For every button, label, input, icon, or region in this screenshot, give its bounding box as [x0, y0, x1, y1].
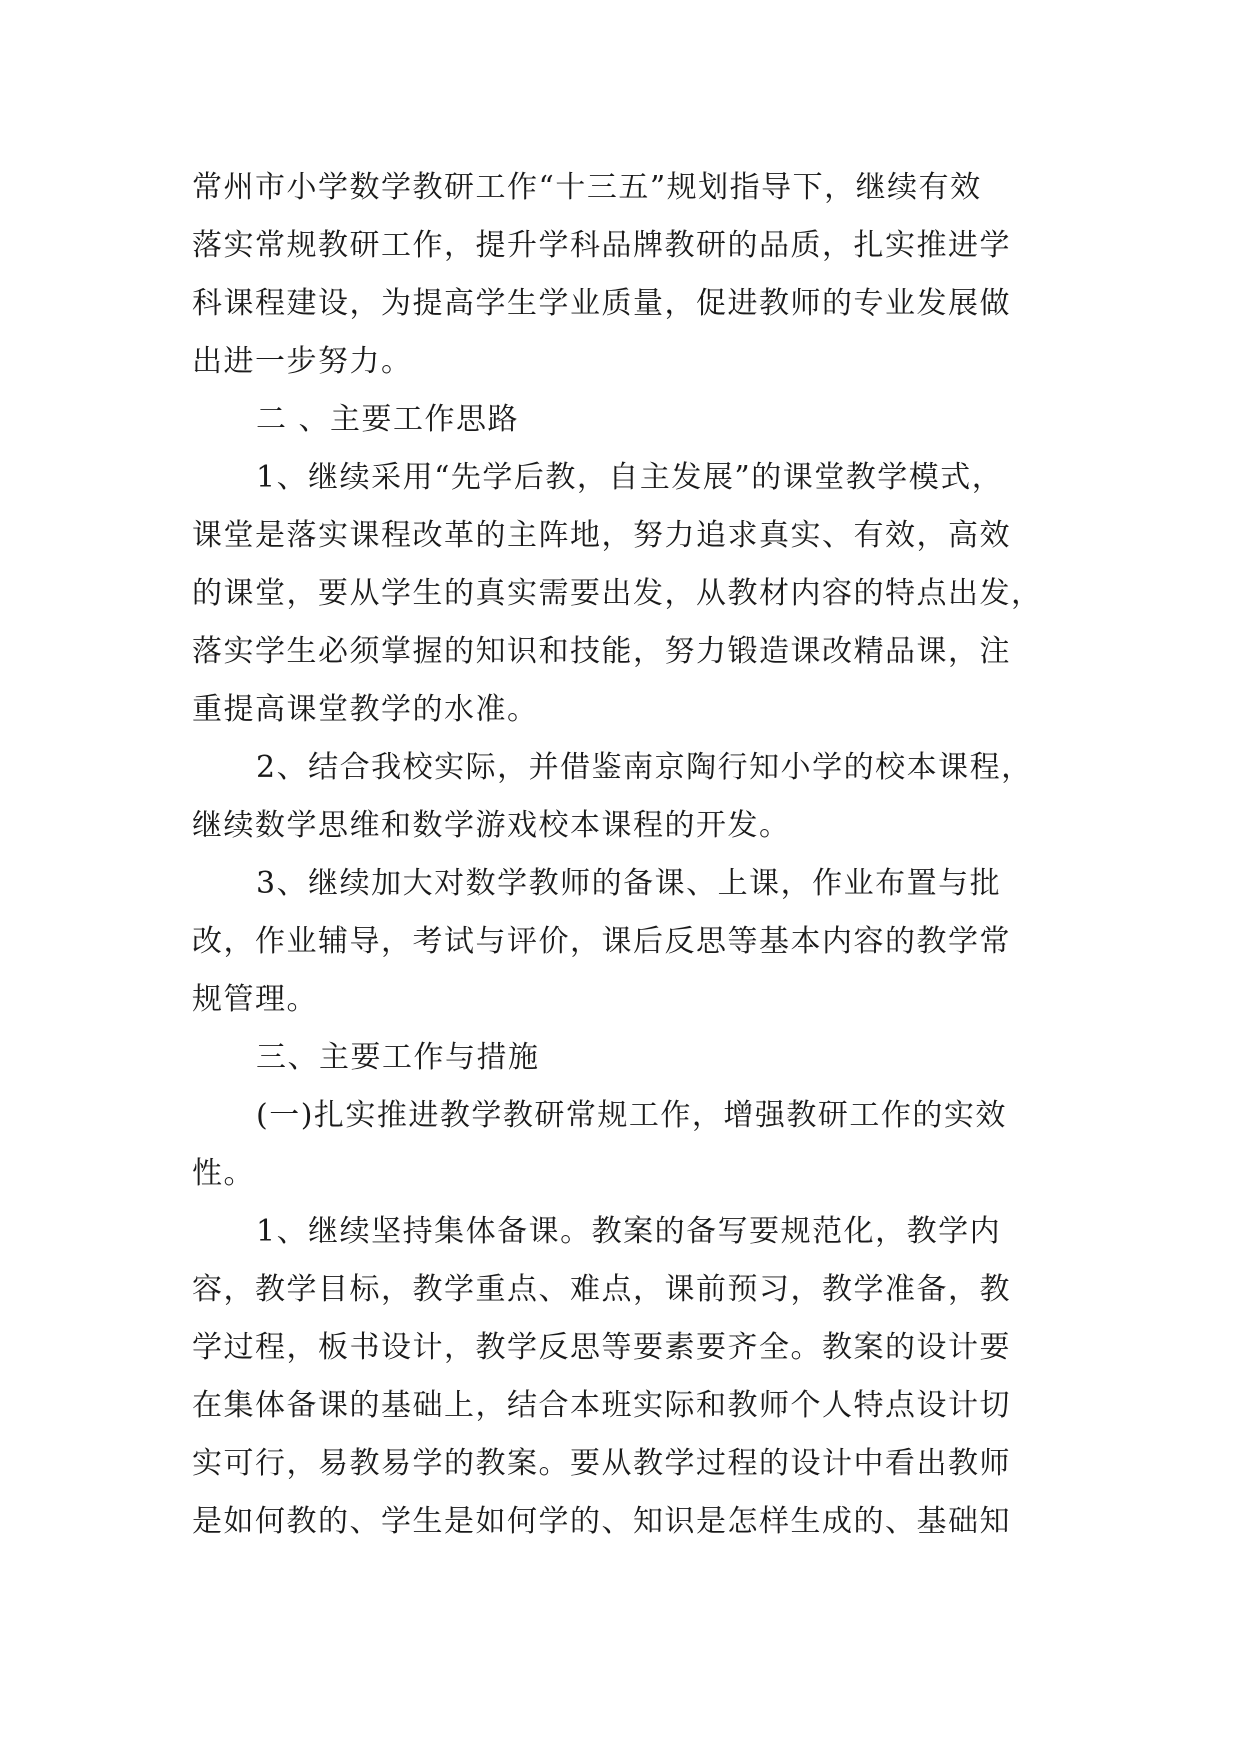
subsection-heading: (一)扎实推进教学教研常规工作，增强教研工作的实效 — [256, 1098, 1007, 1133]
text-line: 性。 — [192, 1156, 255, 1191]
text-line: 3、继续加大对数学教师的备课、上课，作业布置与批 — [256, 866, 1002, 901]
text-line: 2、结合我校实际，并借鉴南京陶行知小学的校本课程， — [256, 750, 1033, 785]
text-line: 继续数学思维和数学游戏校本课程的开发。 — [192, 808, 791, 843]
text-line: 的课堂，要从学生的真实需要出发，从教材内容的特点出发， — [192, 576, 1043, 611]
text-line: 学过程，板书设计，教学反思等要素要齐全。教案的设计要 — [192, 1330, 1011, 1365]
text-line: 容，教学目标，教学重点、难点，课前预习，教学准备，教 — [192, 1272, 1011, 1307]
text-line: 是如何教的、学生是如何学的、知识是怎样生成的、基础知 — [192, 1504, 1011, 1539]
text-line: 课堂是落实课程改革的主阵地，努力追求真实、有效，高效 — [192, 518, 1011, 553]
text-line: 出进一步努力。 — [192, 344, 413, 379]
text-line: 1、继续采用“先学后教，自主发展”的课堂教学模式， — [256, 460, 1004, 495]
text-line: 重提高课堂教学的水准。 — [192, 692, 539, 727]
text-line: 规管理。 — [192, 982, 318, 1017]
text-line: 在集体备课的基础上，结合本班实际和教师个人特点设计切 — [192, 1388, 1011, 1423]
text-line: 落实学生必须掌握的知识和技能，努力锻造课改精品课，注 — [192, 634, 1011, 669]
text-line: 科课程建设，为提高学生学业质量，促进教师的专业发展做 — [192, 286, 1011, 321]
section-heading: 三、主要工作与措施 — [256, 1040, 540, 1075]
text-line: 1、继续坚持集体备课。教案的备写要规范化，教学内 — [256, 1214, 1002, 1249]
text-line: 实可行，易教易学的教案。要从教学过程的设计中看出教师 — [192, 1446, 1011, 1481]
text-line: 改，作业辅导，考试与评价，课后反思等基本内容的教学常 — [192, 924, 1011, 959]
text-line: 常州市小学数学教研工作“十三五”规划指导下，继续有效 — [192, 170, 982, 205]
text-line: 落实常规教研工作，提升学科品牌教研的品质，扎实推进学 — [192, 228, 1011, 263]
section-heading: 二 、主要工作思路 — [256, 402, 520, 437]
